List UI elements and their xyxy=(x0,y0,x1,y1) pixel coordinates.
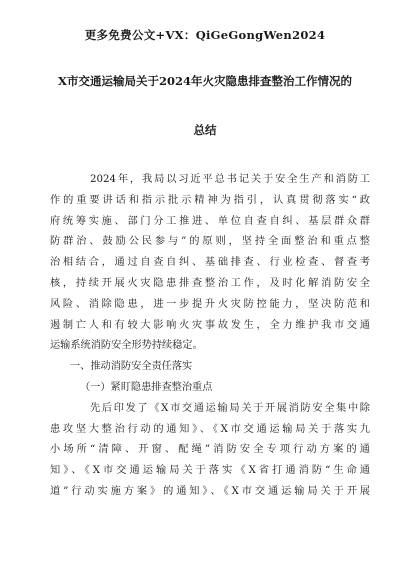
document-title-line1: X市交通运输局关于2024年火灾隐患排查整治工作情况的 xyxy=(58,74,352,88)
text-line: 府统筹实施、部门分工推进、单位自查自纠、基层群众群 xyxy=(50,215,370,227)
text-line: 作的重要讲话和指示批示精神为指引，认真贯彻落实“政 xyxy=(50,194,370,206)
document-title-line2: 总结 xyxy=(193,123,217,137)
subsection-heading: （一）紧盯隐患排查整治重点 xyxy=(80,381,213,393)
text-line: 知》、《X市交通运输局关于落实《X省打通消防“生命通 xyxy=(50,465,370,477)
text-line: 核，持续开展火灾隐患排查整治工作，及时化解消防安全 xyxy=(50,277,370,289)
text-line: 道”行动实施方案》的通知》、《X市交通运输局关于开展 xyxy=(50,485,370,497)
text-line: 风险、消除隐患，进一步提升火灾防控能力，坚决防范和 xyxy=(50,298,370,310)
paragraph-measures xyxy=(50,399,370,503)
text-line: 遏制亡人和有较大影响火灾事故发生，全力维护我市交通 xyxy=(50,319,370,331)
document-body xyxy=(50,170,370,503)
section-heading: 一、推动消防安全责任落实 xyxy=(70,361,193,373)
text-line: 小场所“清障、开窗、配绳”消防安全专项行动方案的通 xyxy=(50,444,370,456)
text-line: 2024年，我局以习近平总书记关于安全生产和消防工 xyxy=(90,174,370,185)
text-line: 先后印发了《X市交通运输局关于开展消防安全集中除 xyxy=(90,402,370,414)
text-line: 运输系统消防安全形势持续稳定。 xyxy=(50,340,203,352)
text-line: 治相结合，通过自查自纠、基础排查、行业检查、督查考 xyxy=(50,257,370,269)
header-note: 更多免费公文+VX：QiGeGongWen2024 xyxy=(84,28,326,42)
text-line: 防群治、鼓励公民参与”的原则，坚持全面整治和重点整 xyxy=(50,236,370,248)
paragraph-intro xyxy=(50,170,370,357)
text-line: 患攻坚大整治行动的通知》、《X市交通运输局关于落实九 xyxy=(50,423,370,435)
